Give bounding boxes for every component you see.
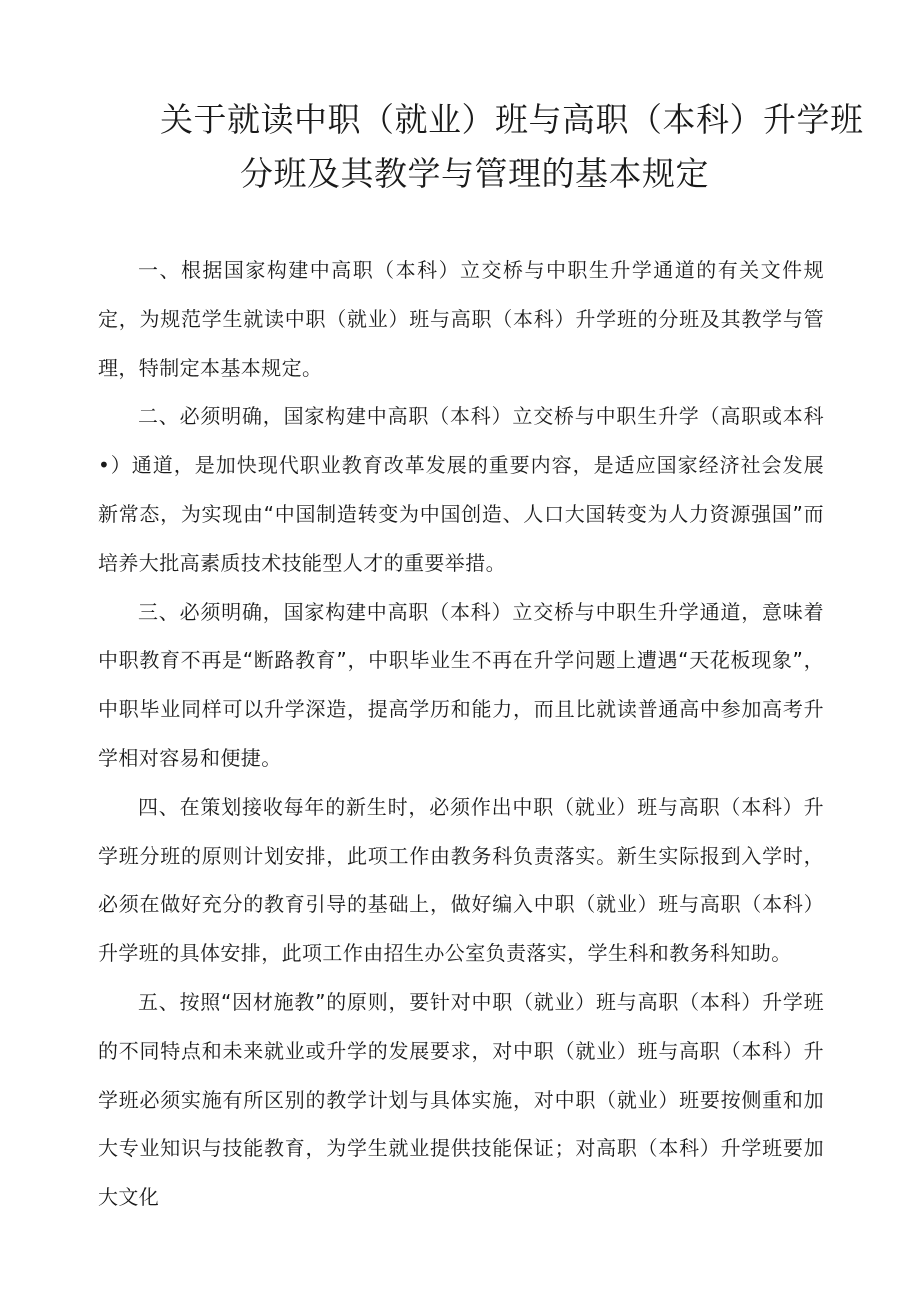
paragraph-2: 二、必须明确，国家构建中高职（本科）立交桥与中职生升学（高职或本科•）通道，是加快现代职业教育改革发展的重要内容，是适应国家经济社会发展新常态，为实现由“中国制造转变为中国创造、人口大国转变为人力资源强国”而培养大批高素质技术技能型人才的重要举措。: [98, 404, 824, 575]
document-title-line-1: 关于就读中职（就业）班与高职（本科）升学班: [160, 100, 864, 139]
document-title-line-2: 分班及其教学与管理的基本规定: [240, 154, 709, 193]
paragraph-1: 一、根据国家构建中高职（本科）立交桥与中职生升学通道的有关文件规定，为规范学生就读中职（就业）班与高职（本科）升学班的分班及其教学与管理，特制定本基本规定。: [98, 258, 824, 380]
paragraph-3: 三、必须明确，国家构建中高职（本科）立交桥与中职生升学通道，意味着中职教育不再是“断路教育”，中职毕业生不再在升学问题上遭遇“天花板现象”，中职毕业同样可以升学深造，提高学历和能力，而且比就读普通高中参加高考升学相对容易和便捷。: [98, 599, 824, 770]
paragraph-5: 五、按照“因材施教”的原则，要针对中职（就业）班与高职（本科）升学班的不同特点和未来就业或升学的发展要求，对中职（就业）班与高职（本科）升学班必须实施有所区别的教学计划与具体实施，对中职（就业）班要按侧重和加大专业知识与技能教育，为学生就业提供技能保证；对高职（本科）升学班要加大文化: [98, 989, 824, 1210]
paragraph-4: 四、在策划接收每年的新生时，必须作出中职（就业）班与高职（本科）升学班分班的原则计划安排，此项工作由教务科负责落实。新生实际报到入学时，必须在做好充分的教育引导的基础上，做好编入中职（就业）班与高职（本科）升学班的具体安排，此项工作由招生办公室负责落实，学生科和教务科知助。: [98, 794, 824, 966]
document-body: [98, 246, 824, 1222]
